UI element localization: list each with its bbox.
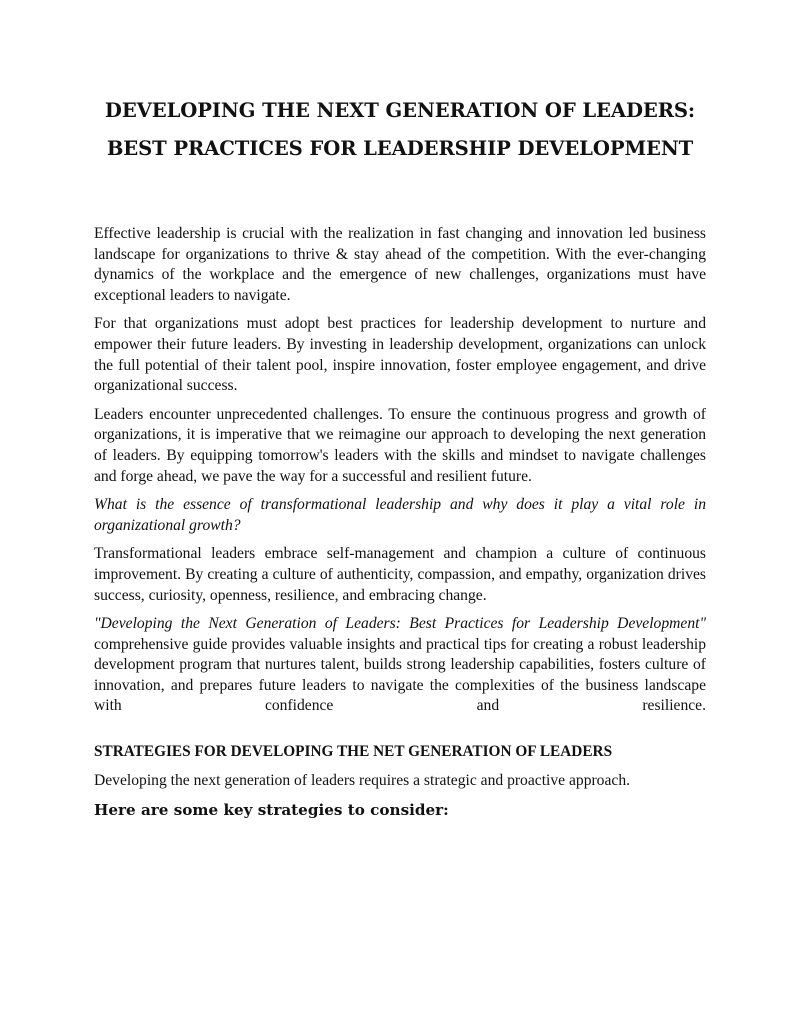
title-line-1: DEVELOPING THE NEXT GENERATION OF LEADERS: [104,99,696,122]
challenges-paragraph: Leaders encounter unprecedented challenges. To ensure the continuous progress and growth of organizations, it is imperative that we reimagine our approach to developing the next generation of leaders. By equipping tomorrow's leaders with the skills and mindset to navigate challenges and forge ahead, we pave the way for a successful and resilient future. [94,405,706,485]
question-paragraph: What is the essence of transformational leadership and why does it play a vital role in organizational growth? [94,496,706,534]
investment-paragraph: For that organizations must adopt best practices for leadership development to nurture and empower their future leaders. By investing in leadership development, organizations can unlock the full potential of their talent pool, inspire innovation, foster employee engagement, and drive organizational success. [94,315,706,395]
intro-paragraph: Effective leadership is crucial with the realization in fast changing and innovation led business landscape for organizations to thrive & stay ahead of the competition. With the ever-changing dynamics of the workplace and the emergence of new challenges, organizations must have exceptional leaders to navigate. [94,225,706,304]
title-line-2: BEST PRACTICES FOR LEADERSHIP DEVELOPMENT [106,137,694,160]
guide-text: comprehensive guide provides valuable insights and practical tips for creating a robust leadership development program that nurtures talent, builds strong leadership capabilities, fosters culture of innovation, and prepares future leaders to navigate the complexities of the business landscape with confidence and resilience. [94,635,706,715]
section-heading: STRATEGIES FOR DEVELOPING THE NET GENERATION OF LEADERS [94,743,613,761]
guide-paragraph [94,614,706,717]
transformational-paragraph: Transformational leaders embrace self-management and champion a culture of continuous improvement. By creating a culture of authenticity, compassion, and empathy, organization drives success, curiosity, openness, resilience, and embracing change. [94,545,706,604]
document-body [94,224,706,820]
section-intro: Developing the next generation of leaders requires a strategic and proactive approach. [94,772,631,790]
strategies-lead: Here are some key strategies to consider: [94,800,449,819]
document-title [94,92,706,168]
guide-title: "Developing the Next Generation of Leaders: Best Practices for Leadership Development" [94,615,706,633]
